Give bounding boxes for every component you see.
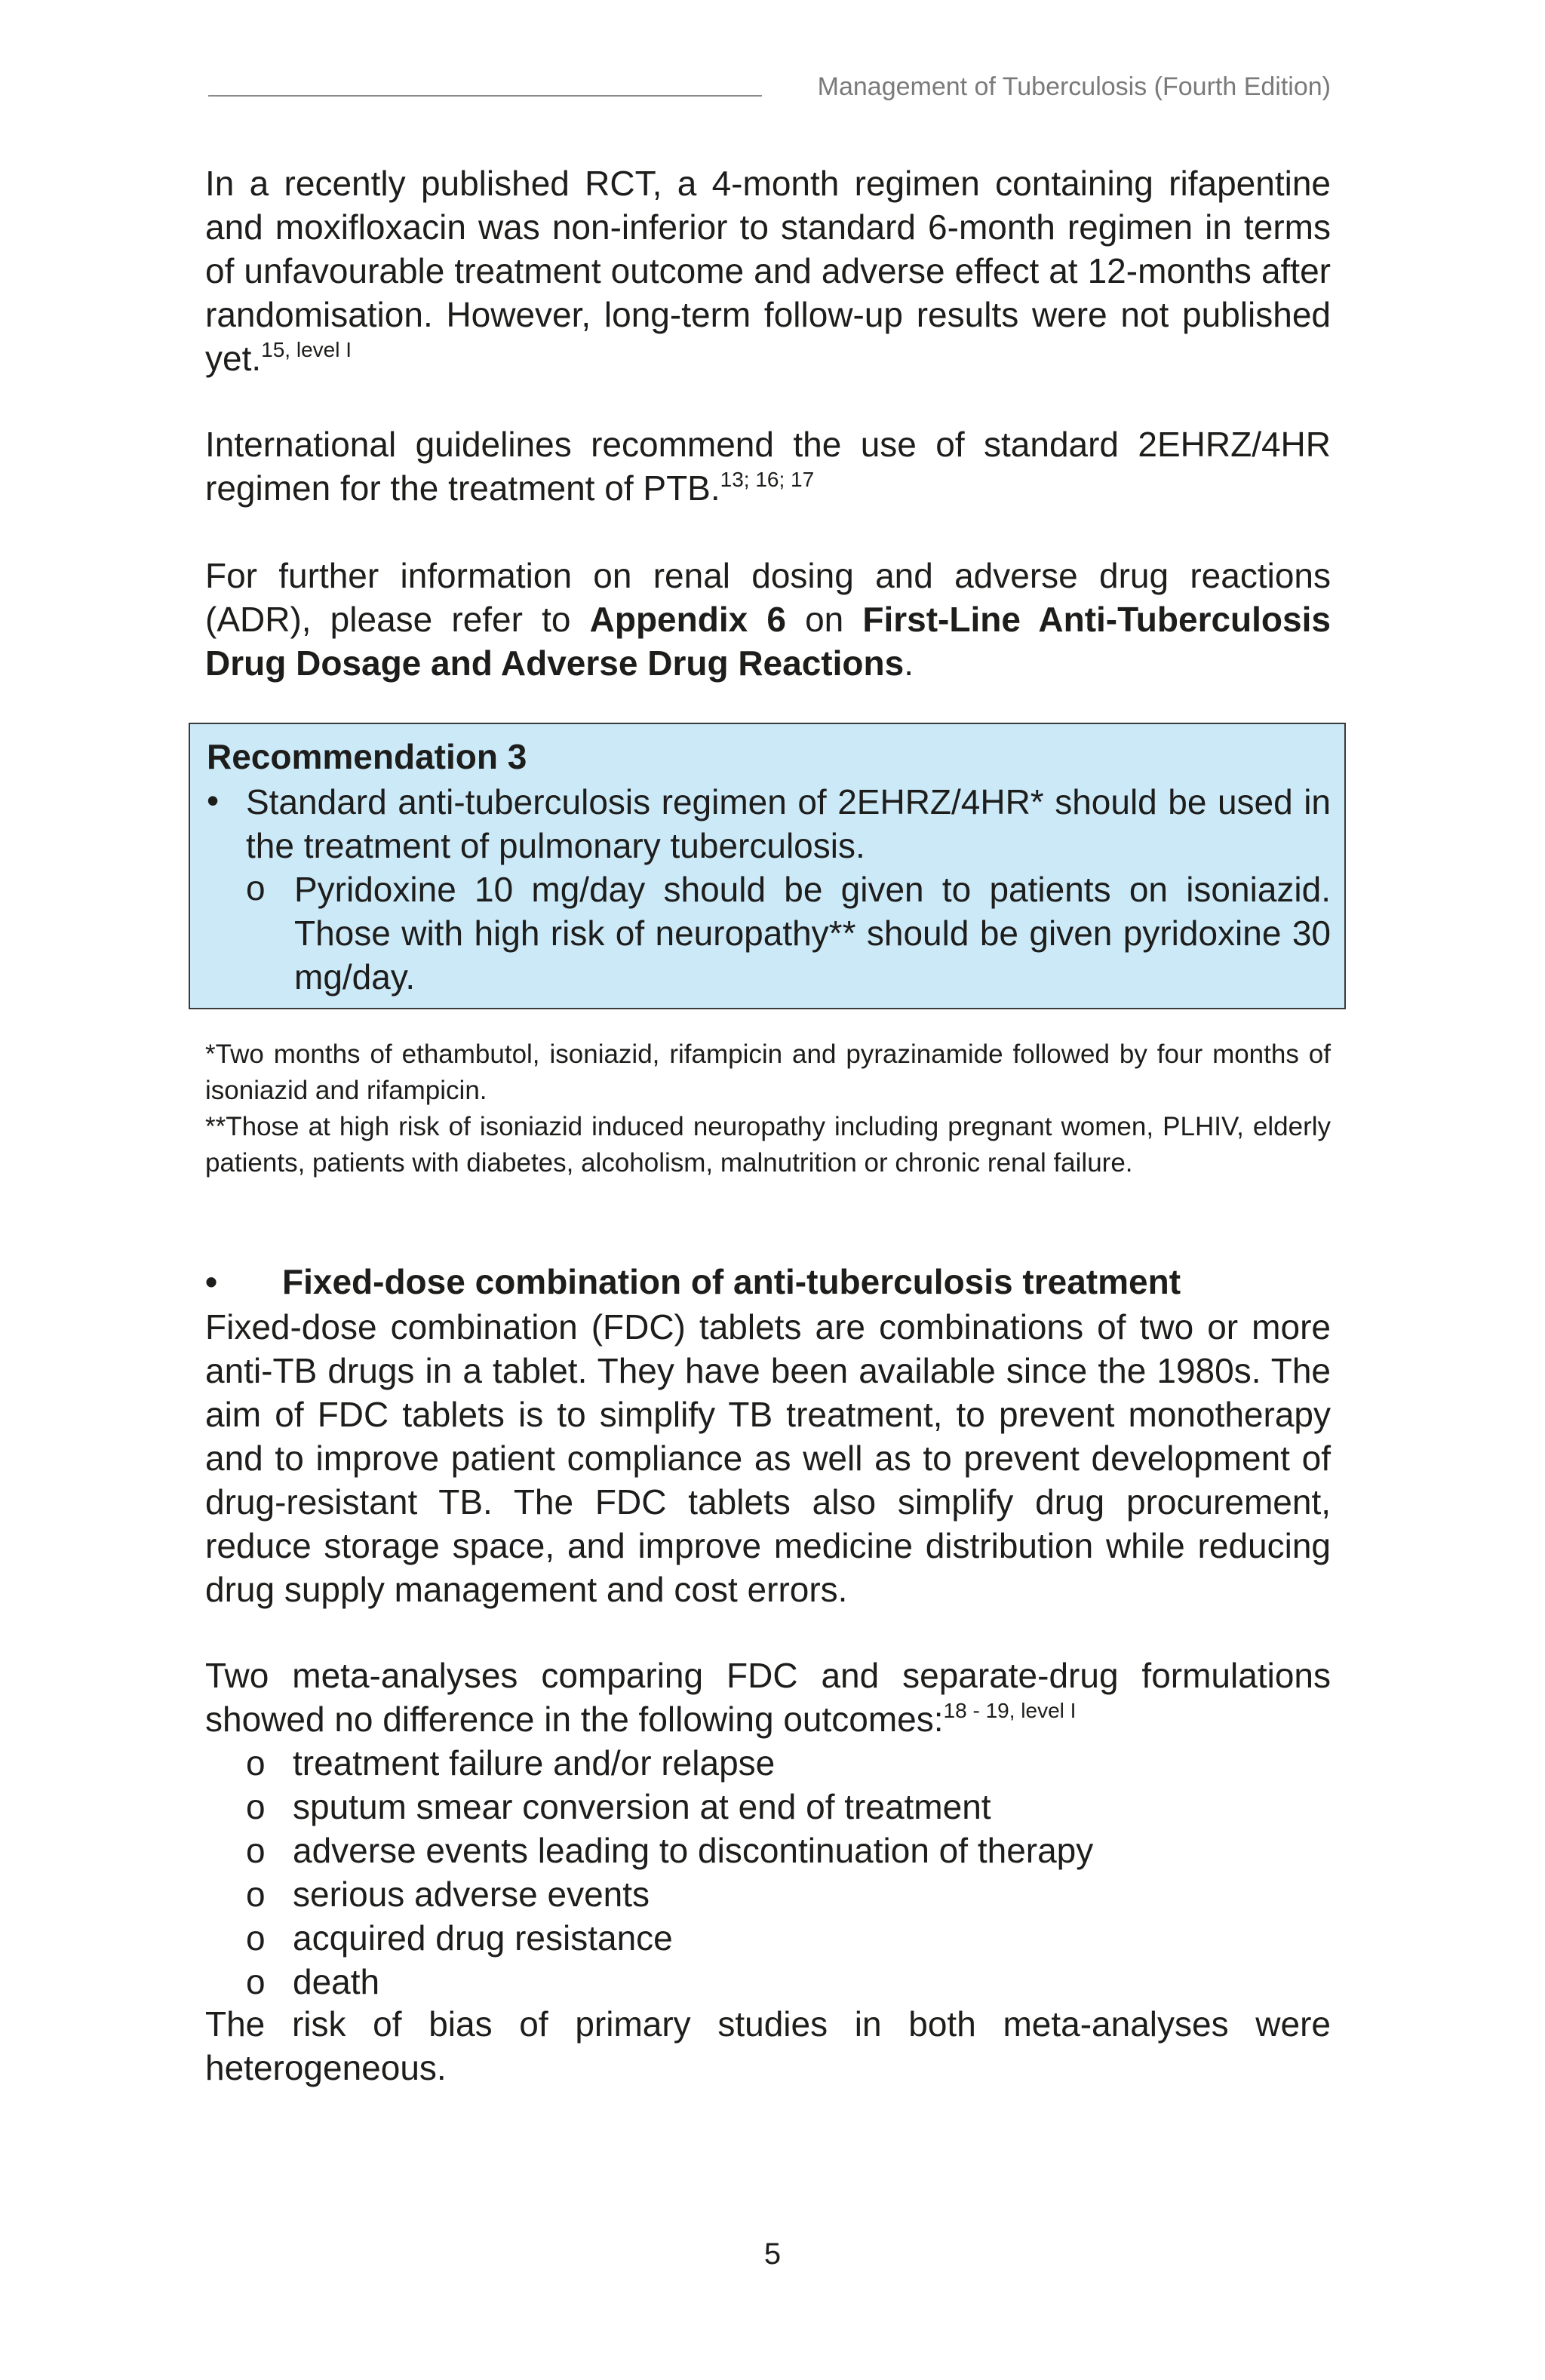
recommendation-bullet: Standard anti-tuberculosis regimen of 2EHRZ/4HR* should be used in the treatment of pulmonary tuberculosis. [246, 782, 1331, 865]
header-rule [208, 95, 762, 97]
paragraph-fdc [205, 1305, 1331, 1611]
recommendation-sub-bullet: Pyridoxine 10 mg/day should be given to patients on isoniazid. Those with high risk of neuropathy** should be given pyridoxine 30 mg/day. [294, 870, 1331, 997]
page-number: 5 [763, 2237, 782, 2271]
paragraph-fdc-text: Fixed-dose combination (FDC) tablets are combinations of two or more anti-TB drugs in a tablet. They have been available since the 1980s. The aim of FDC tablets is to simplify TB treatment, to prevent monotherapy and to improve patient compliance as well as to prevent development of drug-resistant TB. The FDC tablets also simplify drug procurement, reduce storage space, and improve medicine distribution while reducing drug supply management and cost errors. [205, 1307, 1331, 1609]
paragraph-bias-text: The risk of bias of primary studies in both meta-analyses were heterogeneous. [205, 2004, 1331, 2087]
list-item-text: treatment failure and/or relapse [293, 1743, 776, 1783]
running-header: Management of Tuberculosis (Fourth Edition) [817, 72, 1331, 101]
list-item [246, 1960, 1093, 2004]
paragraph-text: For further information on renal dosing and adverse drug reactions (ADR), please refer to [205, 556, 1331, 639]
list-item-text: serious adverse events [293, 1875, 650, 1914]
bullet-icon: • [205, 1262, 218, 1301]
list-item [246, 1829, 1093, 1872]
appendix-title: First-Line Anti-Tuberculosis Drug Dosage and Adverse Drug Reactions [205, 600, 1331, 683]
paragraph-guidelines-text: International guidelines recommend the use of standard 2EHRZ/4HR regimen for the treatment of PTB. [205, 425, 1331, 508]
paragraph-guidelines [205, 422, 1331, 510]
list-item-text: adverse events leading to discontinuation of therapy [293, 1831, 1094, 1870]
paragraph-text: on [785, 600, 863, 639]
paragraph-meta-text: Two meta-analyses comparing FDC and separate-drug formulations showed no difference in the following outcomes: [205, 1656, 1331, 1739]
list-item [246, 1741, 1093, 1785]
list-item [246, 1916, 1093, 1960]
citation: 13; 16; 17 [720, 468, 815, 491]
recommendation-title: Recommendation 3 [207, 737, 527, 776]
footnotes [205, 1036, 1331, 1181]
paragraph-text: . [904, 643, 914, 683]
citation: 15, level I [261, 338, 352, 361]
paragraph-rct-text: In a recently published RCT, a 4-month regimen containing rifapentine and moxifloxacin was non-inferior to standard 6-month regimen in terms of unfavourable treatment outcome and adverse effect at 12-months after randomisation. However, long-term follow-up results were not published yet. [205, 164, 1331, 378]
bullet-icon: • [207, 781, 220, 820]
circle-bullet-icon: o [246, 1743, 266, 1783]
list-item [246, 1872, 1093, 1916]
section-heading: Fixed-dose combination of anti-tuberculosis treatment [282, 1262, 1181, 1301]
circle-bullet-icon: o [246, 1918, 266, 1958]
circle-bullet-icon: o [246, 1787, 266, 1826]
footnote-regimen: *Two months of ethambutol, isoniazid, rifampicin and pyrazinamide followed by four months of isoniazid and rifampicin. [205, 1040, 1331, 1105]
list-item [246, 1785, 1093, 1829]
paragraph-bias [205, 2002, 1331, 2090]
circle-bullet-icon: o [246, 1962, 266, 2001]
footnote-neuropathy: **Those at high risk of isoniazid induced neuropathy including pregnant women, PLHIV, elderly patients, patients with diabetes, alcoholism, malnutrition or chronic renal failure. [205, 1112, 1331, 1178]
appendix-link-text: Appendix 6 [589, 600, 786, 639]
outcomes-list [246, 1741, 1093, 2004]
circle-bullet-icon: o [246, 1831, 266, 1870]
citation: 18 - 19, level I [943, 1699, 1077, 1722]
list-item-text: sputum smear conversion at end of treatment [293, 1787, 991, 1826]
list-item-text: acquired drug resistance [293, 1918, 673, 1958]
circle-bullet-icon: o [246, 1875, 266, 1914]
recommendation-box [189, 723, 1346, 1009]
paragraph-rct [205, 161, 1331, 380]
paragraph-meta-analyses [205, 1654, 1331, 1741]
paragraph-appendix-reference [205, 554, 1331, 685]
circle-bullet-icon: o [246, 868, 266, 907]
list-item-text: death [293, 1962, 380, 2001]
